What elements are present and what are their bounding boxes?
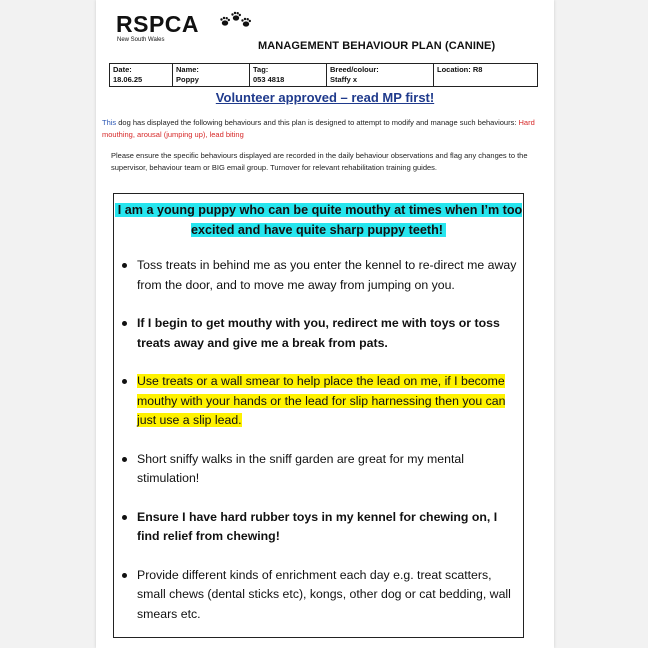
bullet-icon <box>122 573 127 578</box>
bullet-icon <box>122 457 127 462</box>
list-item <box>120 566 518 625</box>
headline-text: I am a young puppy who can be quite mouthy at times when I’m too excited and have quite sharp puppy teeth! <box>115 203 522 237</box>
bullet-icon <box>122 515 127 520</box>
list-item <box>120 314 518 353</box>
plan-bullet-list <box>120 256 518 643</box>
tag-label: Tag: <box>253 65 269 74</box>
headline <box>114 200 523 240</box>
dog-info-table <box>109 63 538 87</box>
intro-text: dog has displayed the following behaviours and this plan is designed to attempt to modify and manage such behaviours: <box>116 118 519 127</box>
logo-text: RSPCA <box>116 11 200 37</box>
document-title: MANAGEMENT BEHAVIOUR PLAN (CANINE) <box>258 40 496 52</box>
paw-prints-icon <box>218 10 254 32</box>
document-page <box>96 0 554 648</box>
bullet-text: If I begin to get mouthy with you, redirect me with toys or toss treats away and give me a break from pats. <box>137 316 500 350</box>
bullet-text: Provide different kinds of enrichment each day e.g. treat scatters, small chews (dental sticks etc), kongs, other dog or cat bedding, wall smears etc. <box>137 567 511 621</box>
name-value: Poppy <box>176 75 199 84</box>
rspca-logo <box>116 12 199 44</box>
recording-instructions: Please ensure the specific behaviours displayed are recorded in the daily behaviour observations and flag any changes to the supervisor, behaviour team or BIG email group. Turnover for relevant rehabilitation training guides. <box>111 151 528 173</box>
date-value: 18.06.25 <box>113 75 143 84</box>
bullet-text-highlighted: Use treats or a wall smear to help place the lead on me, if I become mouthy with your hands or the lead for slip harnessing then you can just use a slip lead. <box>137 374 506 427</box>
bullet-icon <box>122 379 127 384</box>
list-item <box>120 372 518 431</box>
breed-value: Staffy x <box>330 75 358 84</box>
breed-cell <box>327 64 434 87</box>
list-item <box>120 508 518 547</box>
date-label: Date: <box>113 65 132 74</box>
date-cell <box>110 64 173 87</box>
name-cell <box>173 64 250 87</box>
location-label: Location: R8 <box>437 65 483 74</box>
logo-subtitle: New South Wales <box>117 37 165 43</box>
location-cell <box>434 64 538 87</box>
bullet-text: Toss treats in behind me as you enter the kennel to re-direct me away from the door, and to move me away from jumping on you. <box>137 258 517 292</box>
breed-label: Breed/colour: <box>330 65 379 74</box>
bullet-icon <box>122 263 127 268</box>
list-item <box>120 256 518 295</box>
intro-paragraph <box>102 117 542 141</box>
volunteer-approved-link[interactable]: Volunteer approved – read MP first! <box>215 90 435 105</box>
tag-cell <box>250 64 327 87</box>
name-label: Name: <box>176 65 199 74</box>
list-item <box>120 450 518 489</box>
tag-value: 053 4818 <box>253 75 285 84</box>
intro-this-word: This <box>102 118 117 127</box>
intro-behaviours: Hard mouthing, arousal (jumping up), lead biting <box>102 118 535 139</box>
bullet-icon <box>122 321 127 326</box>
plan-box <box>113 193 524 638</box>
bullet-text: Short sniffy walks in the sniff garden are great for my mental stimulation! <box>137 451 464 485</box>
bullet-text: Ensure I have hard rubber toys in my kennel for chewing on, I find relief from chewing! <box>137 509 498 543</box>
